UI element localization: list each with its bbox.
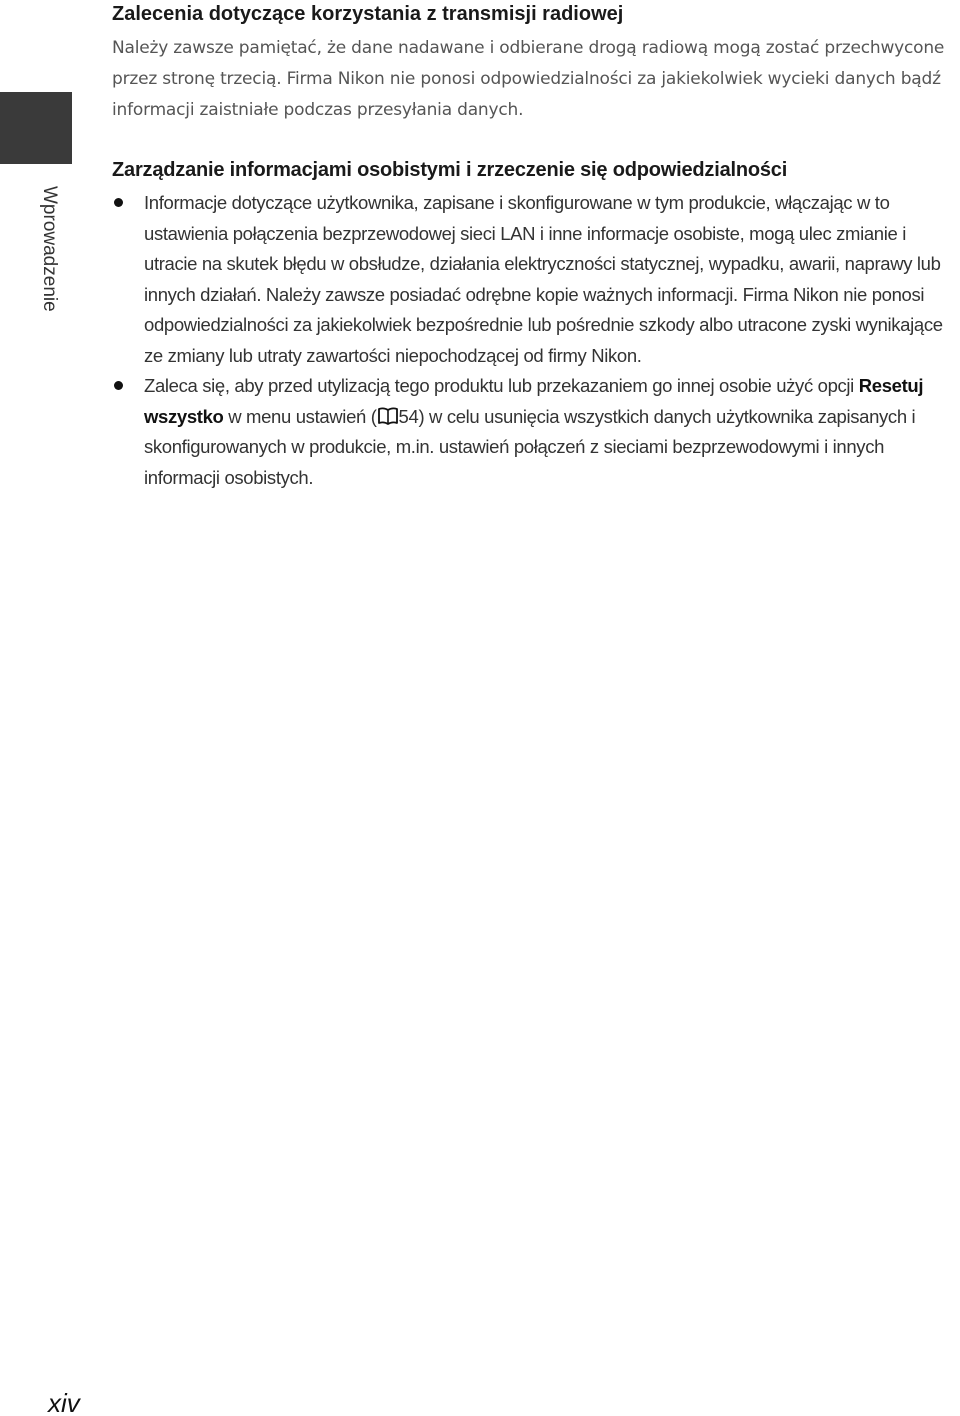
chapter-marker-block: [0, 92, 72, 164]
chapter-side-tab-label: Wprowadzenie: [39, 186, 60, 312]
chapter-side-tab[interactable]: [30, 186, 70, 316]
book-icon: [377, 407, 399, 425]
bullet-icon: [114, 381, 123, 390]
page-number: xiv: [48, 1388, 80, 1416]
bullet-list: [112, 188, 954, 493]
bullet-text-part3: ) w celu usunięcia wszystkich danych użytkownika zapisanych i skonfigurowanych w produkcie, m.in. ustawień połączeń z sieciami bezprzewodowymi i innych informacji osobistych.: [144, 405, 916, 488]
section-personal-info: [112, 158, 954, 493]
section-radio-heading: Zalecenia dotyczące korzystania z transmisji radiowej: [112, 3, 624, 25]
bullet-text-part1: Zaleca się, aby przed utylizacją tego produktu lub przekazaniem go innej osobie użyć opcji: [144, 375, 859, 396]
page-reference-link[interactable]: 54: [398, 405, 419, 427]
section-radio-transmission: [112, 2, 954, 126]
page-content: [112, 0, 954, 493]
section-personal-info-heading: Zarządzanie informacjami osobistymi i zrzeczenie się odpowiedzialności: [112, 159, 788, 181]
reset-all-option-label: Resetuj wszystko: [144, 375, 924, 427]
section-radio-body: Należy zawsze pamiętać, że dane nadawane i odbierane drogą radiową mogą zostać przechwycone przez stronę trzecią. Firma Nikon nie ponosi odpowiedzialności za jakiekolwiek wycieki danych bądź informacji zaistniałe podczas przesyłania danych.: [112, 38, 945, 120]
bullet-icon: [114, 198, 123, 207]
list-item: [112, 188, 954, 371]
bullet-text-part2: w menu ustawień (: [223, 405, 377, 427]
bullet-text: Informacje dotyczące użytkownika, zapisane i skonfigurowane w tym produkcie, włączając w to ustawienia połączenia bezprzewodowej sieci LAN i inne informacje osobiste, mogą ulec zmianie i utracie na skutek błędu w obsłudze, działania elektryczności statycznej, wypadku, awarii, naprawy lub innych działań. Należy zawsze posiadać odrębne kopie ważnych informacji. Firma Nikon nie ponosi odpowiedzialności za jakiekolwiek bezpośrednie lub pośrednie szkody albo utracone zyski wynikające ze zmiany lub utraty zawartości niepochodzącej od firmy Nikon.: [144, 192, 943, 366]
list-item: [112, 371, 954, 493]
